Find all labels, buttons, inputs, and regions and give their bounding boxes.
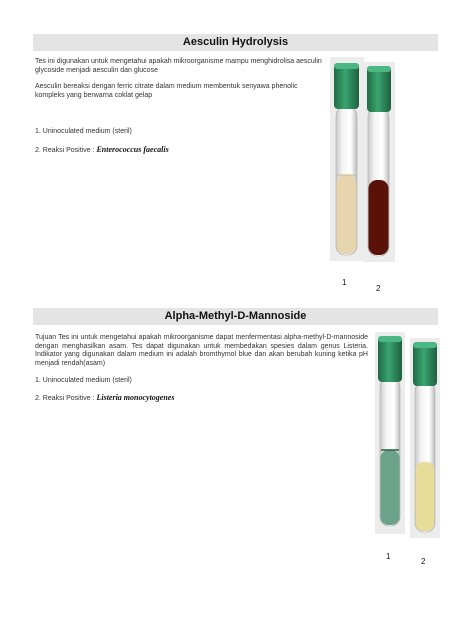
tube-label: 2	[421, 557, 426, 566]
test-tube-photo	[375, 332, 405, 534]
description-paragraph: Tujuan Tes ini untuk mengetahui apakah mikroorganisme dapat menfermentasi alpha-methyl-D-mannoside dengan menghasilkan asam. Tes dapat digunakan untuk membedakan spesies dalam genus Listeria. Indikator yang digunakan dalam medium ini adalah bromthymol blue dan akan berubah kuning ketika pH menjadi rendah(asam)	[35, 334, 368, 367]
test-tube-photo	[410, 338, 440, 538]
description-paragraph: Aesculin bereaksi dengan ferric citrate dalam medium membentuk senyawa phenolic kompleks yang berwarna coklat gelap	[35, 83, 298, 99]
description-paragraph: Tes ini digunakan untuk mengetahui apakah mikroorganisme mampu menghidrolisa aesculin glycoside menjadi aesculin dan glucose	[35, 58, 322, 74]
test-tube-photo	[363, 62, 395, 262]
tube-label: 1	[342, 278, 347, 287]
section-title: Aesculin Hydrolysis	[33, 34, 438, 51]
organism-name: Enterococcus faecalis	[96, 145, 169, 154]
list-item: 1. Uninoculated medium (steril)	[35, 128, 132, 135]
item-label: 2. Reaksi Positive :	[35, 395, 97, 402]
tube-label: 1	[386, 552, 391, 561]
item-label: 2. Reaksi Positive :	[35, 147, 97, 154]
test-tube-photo	[330, 57, 364, 261]
organism-name: Listeria monocytogenes	[96, 393, 175, 402]
section-title: Alpha-Methyl-D-Mannoside	[33, 308, 438, 325]
list-item	[35, 394, 174, 404]
list-item	[35, 146, 169, 156]
tube-label: 2	[376, 284, 381, 293]
list-item: 1. Uninoculated medium (steril)	[35, 377, 132, 384]
